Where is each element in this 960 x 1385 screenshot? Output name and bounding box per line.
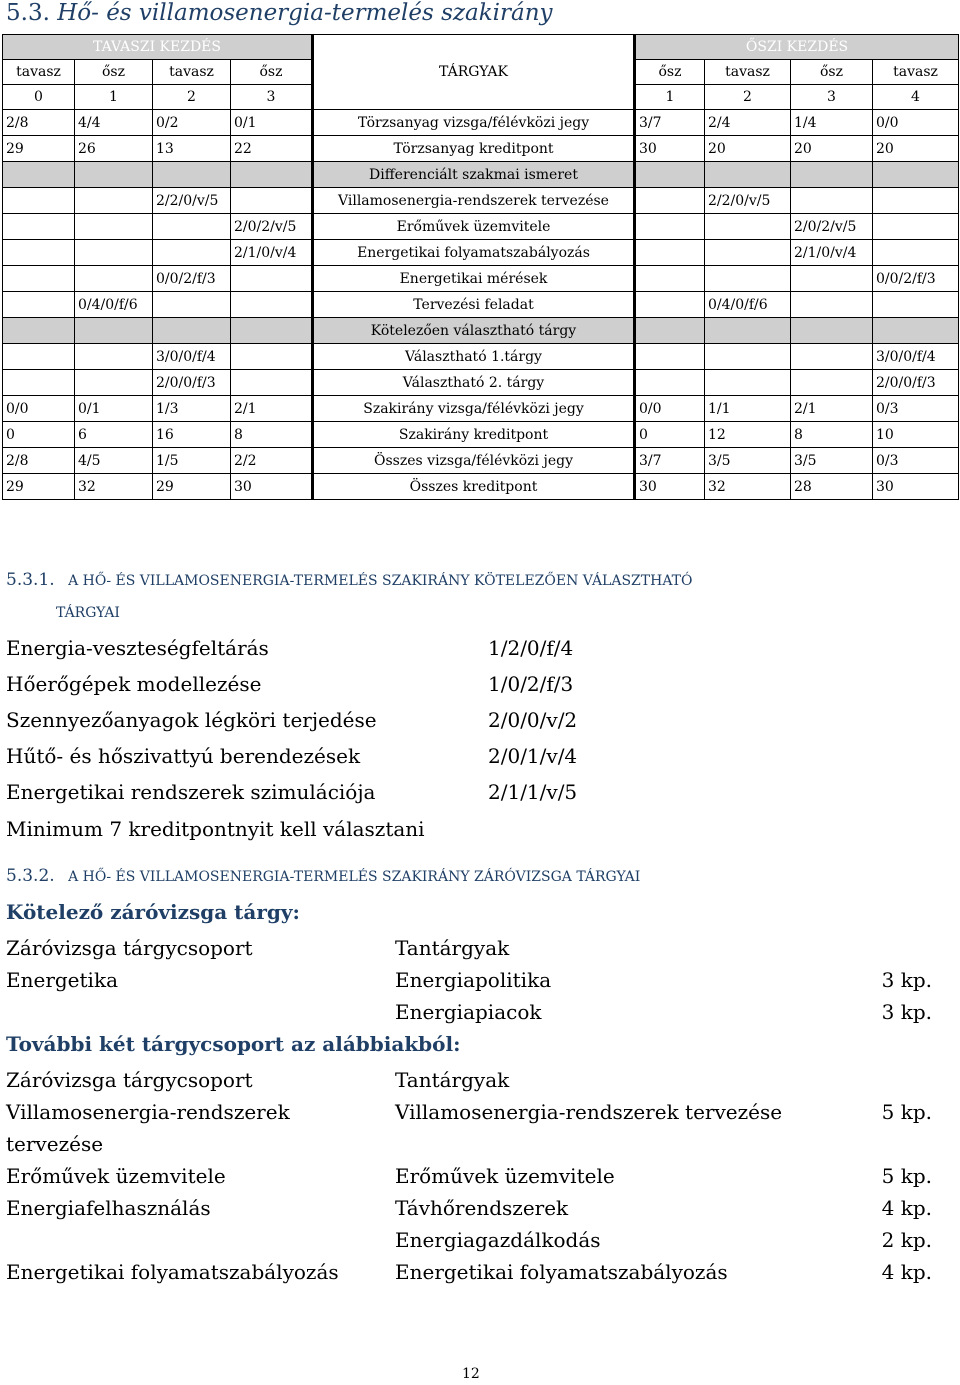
table-cell: 20 <box>705 136 791 162</box>
table-cell <box>705 370 791 396</box>
table-cell <box>3 344 75 370</box>
table-cell: 22 <box>231 136 313 162</box>
elective-code: 2/0/1/v/4 <box>488 744 578 768</box>
exam-subject: Távhőrendszerek <box>395 1196 569 1220</box>
table-cell <box>231 370 313 396</box>
table-cell <box>75 344 153 370</box>
table-cell <box>231 292 313 318</box>
exam-subject: Energiapolitika <box>395 968 552 992</box>
table-cell <box>75 240 153 266</box>
semester-number: 3 <box>791 85 873 110</box>
column-group-header: Záróvizsga tárgycsoport <box>6 1068 253 1092</box>
table-cell: 2/1 <box>791 396 873 422</box>
table-cell: 32 <box>705 474 791 500</box>
table-cell: 2/8 <box>3 448 75 474</box>
elective-name: Szennyezőanyagok légköri terjedése <box>6 708 377 732</box>
table-cell <box>705 318 791 344</box>
exam-credit: 5 kp. <box>881 1164 932 1188</box>
subject-name: Villamosenergia-rendszerek tervezése <box>313 188 635 214</box>
table-cell: 2/0/2/v/5 <box>231 214 313 240</box>
table-cell <box>705 162 791 188</box>
table-cell: 12 <box>705 422 791 448</box>
table-cell <box>231 344 313 370</box>
table-cell: 0/3 <box>873 396 959 422</box>
table-cell: 0/1 <box>231 110 313 136</box>
subject-name: Összes kreditpont <box>313 474 635 500</box>
table-cell <box>231 188 313 214</box>
table-cell: 28 <box>791 474 873 500</box>
table-cell <box>705 266 791 292</box>
table-cell <box>3 266 75 292</box>
table-cell: 29 <box>3 136 75 162</box>
semester-number: 4 <box>873 85 959 110</box>
table-cell: 2/1/0/v/4 <box>791 240 873 266</box>
table-cell: 10 <box>873 422 959 448</box>
semester-number: 1 <box>635 85 705 110</box>
table-cell: 0/0 <box>3 396 75 422</box>
semester-number: 2 <box>153 85 231 110</box>
table-cell: 0/1 <box>75 396 153 422</box>
table-cell: 29 <box>153 474 231 500</box>
table-cell <box>153 240 231 266</box>
curriculum-table <box>2 34 959 500</box>
table-cell <box>873 162 959 188</box>
autumn-start-header: ŐSZI KEZDÉS <box>635 35 959 60</box>
elective-name: Hűtő- és hőszivattyú berendezések <box>6 744 361 768</box>
table-cell <box>635 344 705 370</box>
subject-name: Törzsanyag vizsga/félévközi jegy <box>313 110 635 136</box>
exam-credit: 3 kp. <box>881 968 932 992</box>
table-cell: 0/0 <box>873 110 959 136</box>
table-cell: 3/5 <box>791 448 873 474</box>
table-cell <box>791 318 873 344</box>
elective-code: 2/0/0/v/2 <box>488 708 578 732</box>
semester-number: 1 <box>75 85 153 110</box>
section-number: 5.3.1. <box>6 570 55 590</box>
table-cell: 2/0/0/f/3 <box>873 370 959 396</box>
further-label: További két tárgycsoport az alábbiakból: <box>6 1032 461 1056</box>
table-cell: 0/0/2/f/3 <box>873 266 959 292</box>
table-cell <box>635 240 705 266</box>
exam-subject: Energetikai folyamatszabályozás <box>395 1260 728 1284</box>
exam-credit: 2 kp. <box>881 1228 932 1252</box>
exam-group: Energetikai folyamatszabályozás <box>6 1260 339 1284</box>
table-cell <box>3 240 75 266</box>
table-row <box>3 292 959 318</box>
table-cell <box>635 214 705 240</box>
table-cell: 1/1 <box>705 396 791 422</box>
table-cell <box>75 214 153 240</box>
table-row <box>3 188 959 214</box>
elective-code: 1/2/0/f/4 <box>488 636 574 660</box>
table-row <box>3 266 959 292</box>
table-cell: 3/0/0/f/4 <box>153 344 231 370</box>
table-cell: 1/5 <box>153 448 231 474</box>
table-cell: 0/4/0/f/6 <box>705 292 791 318</box>
semester-type: tavasz <box>3 60 75 85</box>
table-cell <box>153 292 231 318</box>
subject-name: Választható 1.tárgy <box>313 344 635 370</box>
exam-group: Energetika <box>6 968 118 992</box>
section-heading-electives-cont <box>56 602 120 622</box>
table-cell <box>231 318 313 344</box>
exam-credit: 4 kp. <box>881 1196 932 1220</box>
table-cell: 20 <box>791 136 873 162</box>
table-cell: 8 <box>231 422 313 448</box>
table-cell: 0/2 <box>153 110 231 136</box>
section-title-cont: TÁRGYAI <box>56 605 120 621</box>
table-cell: 30 <box>635 136 705 162</box>
subject-name: Energetikai mérések <box>313 266 635 292</box>
subject-name: Törzsanyag kreditpont <box>313 136 635 162</box>
subject-name: Szakirány kreditpont <box>313 422 635 448</box>
exam-credit: 4 kp. <box>881 1260 932 1284</box>
table-cell: 16 <box>153 422 231 448</box>
table-cell <box>791 370 873 396</box>
table-row <box>3 214 959 240</box>
table-cell <box>705 344 791 370</box>
table-row <box>3 240 959 266</box>
table-row <box>3 136 959 162</box>
table-cell: 3/5 <box>705 448 791 474</box>
table-cell: 4/5 <box>75 448 153 474</box>
table-cell <box>3 318 75 344</box>
table-row <box>3 110 959 136</box>
spring-start-header: TAVASZI KEZDÉS <box>3 35 313 60</box>
table-cell: 2/1/0/v/4 <box>231 240 313 266</box>
page-number: 12 <box>462 1366 480 1382</box>
table-cell: 30 <box>231 474 313 500</box>
table-cell: 32 <box>75 474 153 500</box>
table-cell <box>635 370 705 396</box>
table-cell <box>873 188 959 214</box>
elective-name: Hőerőgépek modellezése <box>6 672 262 696</box>
section-title: A HŐ- ÉS VILLAMOSENERGIA-TERMELÉS SZAKIRÁNY KÖTELEZŐEN VÁLASZTHATÓ <box>68 573 693 589</box>
elective-code: 1/0/2/f/3 <box>488 672 574 696</box>
section-heading-electives <box>6 570 693 590</box>
semester-type: ősz <box>75 60 153 85</box>
table-cell: 2/2 <box>231 448 313 474</box>
subject-name: Összes vizsga/félévközi jegy <box>313 448 635 474</box>
table-cell: 0/4/0/f/6 <box>75 292 153 318</box>
semester-number: 3 <box>231 85 313 110</box>
table-cell <box>635 292 705 318</box>
subject-name: Erőművek üzemvitele <box>313 214 635 240</box>
table-cell <box>153 162 231 188</box>
table-cell <box>791 344 873 370</box>
table-row <box>3 396 959 422</box>
table-cell <box>3 214 75 240</box>
table-cell <box>75 266 153 292</box>
table-cell <box>3 188 75 214</box>
subjects-header: TÁRGYAK <box>313 35 635 110</box>
table-cell <box>705 240 791 266</box>
table-cell: 0 <box>635 422 705 448</box>
table-cell <box>791 266 873 292</box>
exam-credit: 5 kp. <box>881 1100 932 1124</box>
min-credit-note: Minimum 7 kreditpontnyit kell választani <box>6 817 425 841</box>
table-cell: 8 <box>791 422 873 448</box>
table-row <box>3 344 959 370</box>
table-cell <box>705 214 791 240</box>
table-cell <box>75 318 153 344</box>
table-cell <box>635 266 705 292</box>
semester-type: ősz <box>791 60 873 85</box>
table-cell: 0/3 <box>873 448 959 474</box>
subject-name: Differenciált szakmai ismeret <box>313 162 635 188</box>
exam-subject: Energiagazdálkodás <box>395 1228 601 1252</box>
semester-type: tavasz <box>705 60 791 85</box>
semester-number: 2 <box>705 85 791 110</box>
title-text: Hő- és villamosenergia-termelés szakirány <box>57 0 553 26</box>
table-cell: 2/4 <box>705 110 791 136</box>
table-cell <box>3 292 75 318</box>
table-cell: 2/2/0/v/5 <box>705 188 791 214</box>
table-cell: 2/0/2/v/5 <box>791 214 873 240</box>
column-subject-header: Tantárgyak <box>395 1068 510 1092</box>
table-cell <box>791 188 873 214</box>
subject-name: Kötelezően választható tárgy <box>313 318 635 344</box>
section-heading-final-exam <box>6 866 640 886</box>
page-title <box>6 0 553 26</box>
semester-number: 0 <box>3 85 75 110</box>
table-cell: 6 <box>75 422 153 448</box>
table-cell: 2/0/0/f/3 <box>153 370 231 396</box>
exam-group-cont: tervezése <box>6 1132 104 1156</box>
exam-credit: 3 kp. <box>881 1000 932 1024</box>
table-row <box>3 370 959 396</box>
table-cell <box>791 162 873 188</box>
table-cell <box>873 214 959 240</box>
section-title: A HŐ- ÉS VILLAMOSENERGIA-TERMELÉS SZAKIRÁNY ZÁRÓVIZSGA TÁRGYAI <box>68 869 641 885</box>
table-cell <box>231 162 313 188</box>
title-number: 5.3. <box>6 0 50 26</box>
semester-type: tavasz <box>873 60 959 85</box>
table-cell: 30 <box>635 474 705 500</box>
exam-subject: Energiapiacok <box>395 1000 542 1024</box>
table-cell <box>791 292 873 318</box>
exam-subject: Villamosenergia-rendszerek tervezése <box>395 1100 783 1124</box>
table-cell: 2/2/0/v/5 <box>153 188 231 214</box>
exam-subject: Erőművek üzemvitele <box>395 1164 615 1188</box>
table-row <box>3 318 959 344</box>
table-cell: 0/0 <box>635 396 705 422</box>
table-cell <box>75 188 153 214</box>
subject-name: Szakirány vizsga/félévközi jegy <box>313 396 635 422</box>
table-cell: 0/0/2/f/3 <box>153 266 231 292</box>
table-row <box>3 162 959 188</box>
exam-group: Villamosenergia-rendszerek <box>6 1100 290 1124</box>
table-cell: 3/0/0/f/4 <box>873 344 959 370</box>
exam-group: Erőművek üzemvitele <box>6 1164 226 1188</box>
table-cell <box>75 162 153 188</box>
subject-name: Választható 2. tárgy <box>313 370 635 396</box>
semester-type: ősz <box>635 60 705 85</box>
table-cell: 30 <box>873 474 959 500</box>
table-cell: 29 <box>3 474 75 500</box>
table-cell <box>873 240 959 266</box>
table-cell <box>635 318 705 344</box>
table-cell <box>153 318 231 344</box>
table-cell <box>635 162 705 188</box>
table-cell: 1/4 <box>791 110 873 136</box>
section-number: 5.3.2. <box>6 866 55 886</box>
table-cell: 26 <box>75 136 153 162</box>
subject-name: Tervezési feladat <box>313 292 635 318</box>
table-cell <box>231 266 313 292</box>
table-cell: 20 <box>873 136 959 162</box>
semester-type: ősz <box>231 60 313 85</box>
table-cell: 0 <box>3 422 75 448</box>
elective-name: Energetikai rendszerek szimulációja <box>6 780 376 804</box>
table-cell: 3/7 <box>635 110 705 136</box>
table-cell <box>3 370 75 396</box>
table-cell <box>75 370 153 396</box>
elective-code: 2/1/1/v/5 <box>488 780 578 804</box>
table-row <box>3 448 959 474</box>
table-cell <box>873 318 959 344</box>
table-cell: 1/3 <box>153 396 231 422</box>
table-cell <box>153 214 231 240</box>
exam-group: Energiafelhasználás <box>6 1196 211 1220</box>
table-cell <box>3 162 75 188</box>
table-cell: 2/8 <box>3 110 75 136</box>
semester-type: tavasz <box>153 60 231 85</box>
table-cell: 3/7 <box>635 448 705 474</box>
subject-name: Energetikai folyamatszabályozás <box>313 240 635 266</box>
table-cell: 13 <box>153 136 231 162</box>
column-subject-header: Tantárgyak <box>395 936 510 960</box>
table-cell: 4/4 <box>75 110 153 136</box>
table-row <box>3 474 959 500</box>
mandatory-label: Kötelező záróvizsga tárgy: <box>6 900 300 924</box>
table-cell <box>635 188 705 214</box>
table-cell: 2/1 <box>231 396 313 422</box>
table-row <box>3 422 959 448</box>
table-cell <box>873 292 959 318</box>
elective-name: Energia-veszteségfeltárás <box>6 636 269 660</box>
column-group-header: Záróvizsga tárgycsoport <box>6 936 253 960</box>
